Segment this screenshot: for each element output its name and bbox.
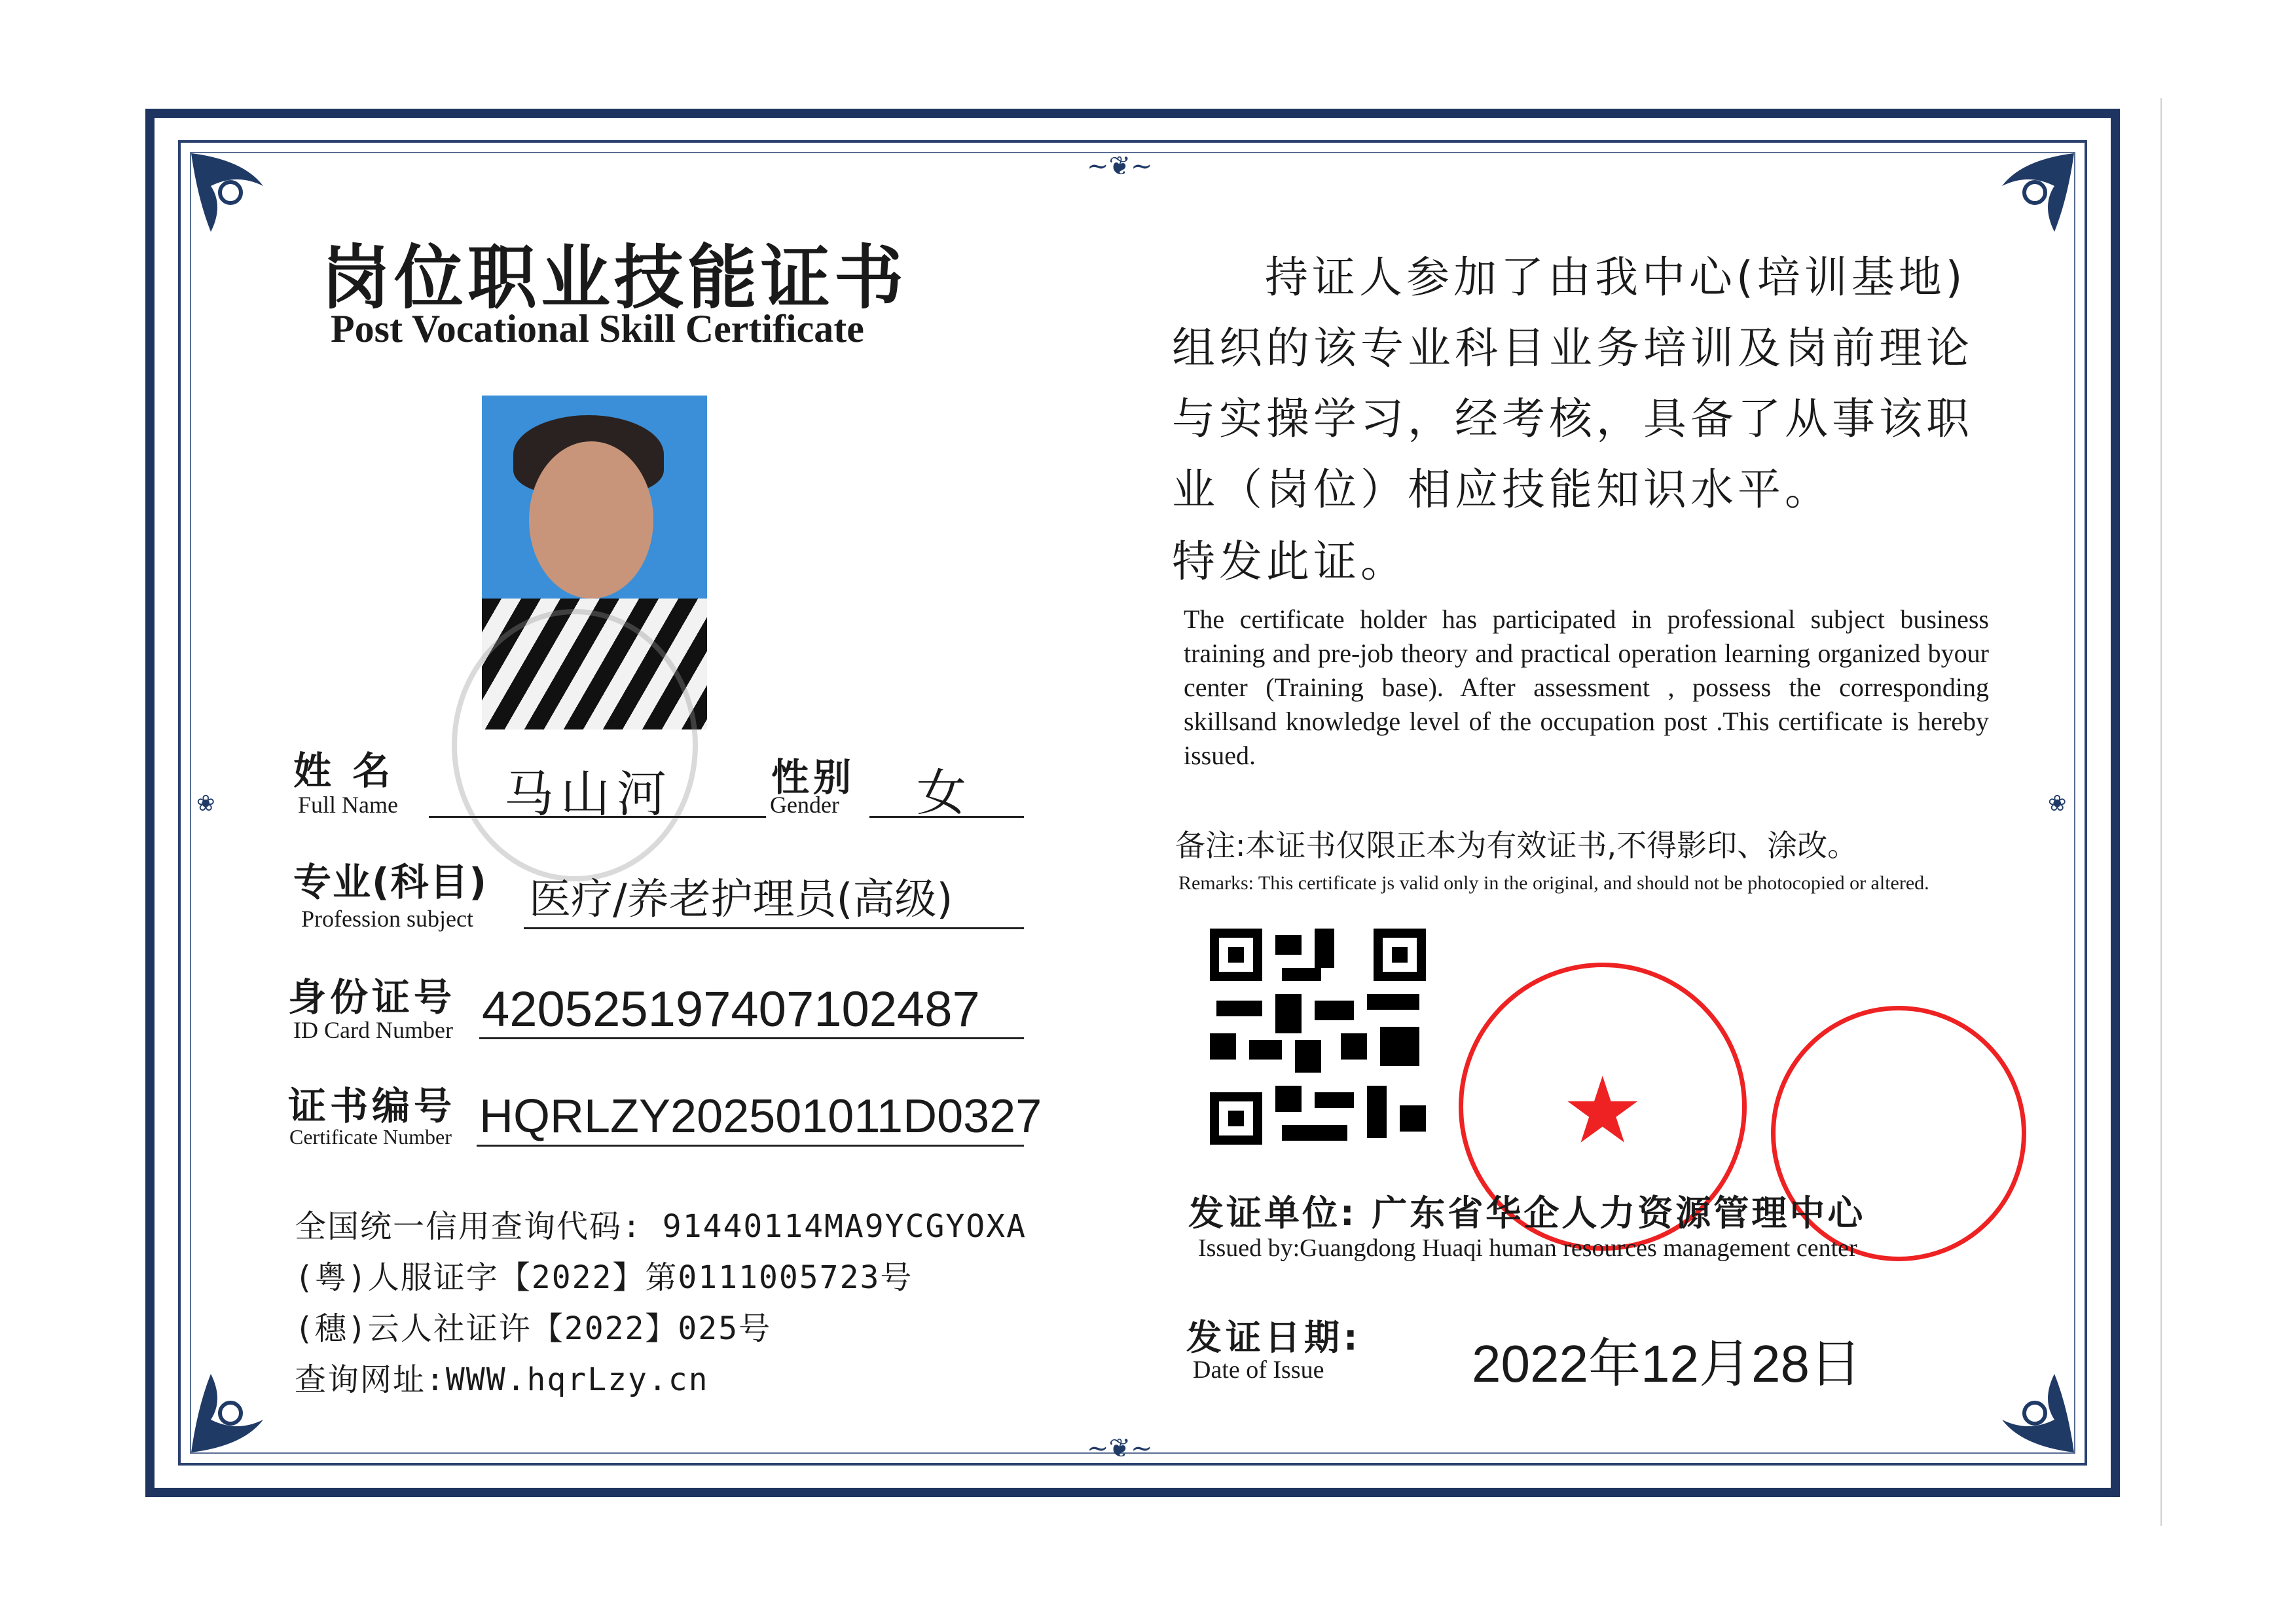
website-line: 查询网址:WWW.hqrLzy.cn (295, 1361, 709, 1398)
bottom-ornament-icon: ~❦~ (1087, 1433, 1153, 1464)
holder-id-number: 420525197407102487 (482, 982, 980, 1037)
profession-label: 专业(科目) (293, 860, 488, 904)
statement-line-1: 持证人参加了由我中心(培训基地) (1265, 252, 1967, 303)
seal-star-icon: ★ (1561, 1058, 1644, 1164)
top-ornament-icon: ~❦~ (1087, 151, 1153, 181)
certificate-title-english: Post Vocational Skill Certificate (331, 307, 864, 350)
statement-line-5: 特发此证。 (1172, 536, 1408, 587)
id-number-label-english: ID Card Number (293, 1017, 453, 1043)
issuer-label: 发证单位: (1188, 1192, 1357, 1234)
gender-label: 性别 (771, 755, 856, 800)
underline (479, 1037, 1024, 1039)
statement-line-2: 组织的该专业科目业务培训及岗前理论 (1172, 323, 1973, 373)
steel-seal-watermark (452, 609, 698, 881)
statement-line-4: 业（岗位）相应技能知识水平。 (1172, 464, 1832, 515)
underline (429, 816, 766, 818)
corner-ornament-icon (185, 147, 309, 271)
issue-date: 2022年12月28日 (1472, 1335, 1862, 1393)
credit-code-line: 全国统一信用查询代码: 91440114MA9YCGYOXA (295, 1208, 1027, 1245)
right-ornament-icon: ❀ (2048, 790, 2067, 817)
certificate-number-label-english: Certificate Number (289, 1125, 452, 1149)
holder-gender: 女 (917, 764, 966, 822)
underline (524, 927, 1024, 929)
left-ornament-icon: ❀ (196, 790, 215, 817)
license-line-2: (穗)云人社证许【2022】025号 (295, 1310, 772, 1347)
profession-label-english: Profession subject (301, 906, 473, 932)
statement-english: The certificate holder has participated in professional subject business training and pre-job theory and practical operation learning organized byour center (Training base). After assessment , possess the corresponding skillsand knowledge level of the occupation post .This certificate is hereby issued. (1184, 604, 1989, 770)
holder-profession: 医疗/养老护理员(高级) (529, 876, 953, 924)
id-number-label: 身份证号 (288, 975, 456, 1020)
qr-code-icon (1210, 929, 1426, 1145)
scan-edge-line (2160, 98, 2162, 1526)
underline (477, 1145, 1024, 1147)
corner-ornament-icon (1956, 147, 2081, 271)
name-label-english: Full Name (298, 792, 398, 818)
corner-ornament-icon (185, 1335, 309, 1459)
statement-line-3: 与实操学习，经考核，具备了从事该职 (1172, 394, 1973, 444)
remarks-chinese: 备注:本证书仅限正本为有效证书,不得影印、涂改。 (1175, 828, 1858, 863)
license-line-1: (粤)人服证字【2022】第0111005723号 (295, 1259, 913, 1296)
underline (869, 816, 1024, 818)
certificate-title: 岗位职业技能证书 (321, 236, 907, 318)
issuer-english: Issued by:Guangdong Huaqi human resources management center (1198, 1234, 1857, 1262)
corner-ornament-icon (1956, 1335, 2081, 1459)
gender-label-english: Gender (770, 792, 839, 818)
name-label: 姓 名 (293, 748, 395, 793)
issue-date-label-english: Date of Issue (1193, 1356, 1324, 1384)
remarks-english: Remarks: This certificate js valid only in the original, and should not be photocopied or altered. (1178, 872, 1929, 894)
issuer-name: 广东省华企人力资源管理中心 (1372, 1192, 1866, 1234)
issue-date-label: 发证日期: (1186, 1317, 1362, 1358)
certificate-number-label: 证书编号 (288, 1084, 456, 1128)
issuer-line (1188, 1185, 1865, 1236)
holder-name: 马山河 (504, 765, 673, 823)
certificate-number: HQRLZY202501011D0327 (479, 1090, 1042, 1143)
